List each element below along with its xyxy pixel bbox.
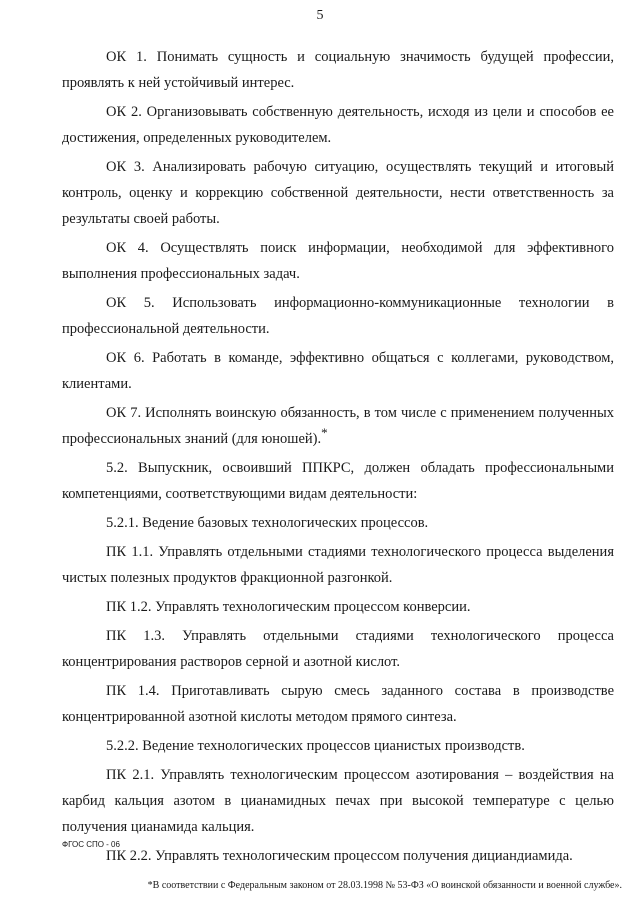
paragraph-ok-2: ОК 2. Организовывать собственную деятельность, исходя из цели и способов ее достижения, определенных руководителем. xyxy=(62,104,614,146)
paragraph-pk-1-1: ПК 1.1. Управлять отдельными стадиями технологического процесса выделения чистых полезных продуктов фракционной разгонкой. xyxy=(62,544,614,586)
paragraph-5-2-1: 5.2.1. Ведение базовых технологических процессов. xyxy=(106,515,429,531)
paragraph-pk-1-3: ПК 1.3. Управлять отдельными стадиями технологического процесса концентрирования растворов серной и азотной кислот. xyxy=(62,628,614,670)
paragraph-ok-7 xyxy=(62,400,614,452)
paragraph-pk-2-2: ПК 2.2. Управлять технологическим процессом получения дициандиамида. xyxy=(106,848,573,864)
page-number: 5 xyxy=(316,8,324,23)
paragraph-pk-1-4: ПК 1.4. Приготавливать сырую смесь заданного состава в производстве концентрированной азотной кислоты методом прямого синтеза. xyxy=(62,683,614,725)
document-body xyxy=(62,44,614,869)
paragraph-ok-4: ОК 4. Осуществлять поиск информации, необходимой для эффективного выполнения профессиональных задач. xyxy=(62,240,614,282)
standard-code: ФГОС СПО - 06 xyxy=(62,840,120,849)
paragraph-pk-1-2: ПК 1.2. Управлять технологическим процессом конверсии. xyxy=(106,599,471,615)
paragraph-ok-6: ОК 6. Работать в команде, эффективно общаться с коллегами, руководством, клиентами. xyxy=(62,350,614,392)
paragraph-5-2: 5.2. Выпускник, освоивший ППКРС, должен обладать профессиональными компетенциями, соответствующими видам деятельности: xyxy=(62,460,614,502)
paragraph-ok-5: ОК 5. Использовать информационно-коммуникационные технологии в профессиональной деятельности. xyxy=(62,295,614,337)
paragraph-ok-3: ОК 3. Анализировать рабочую ситуацию, осуществлять текущий и итоговый контроль, оценку и коррекцию собственной деятельности, нести ответственность за результаты своей работы. xyxy=(62,159,614,227)
paragraph-ok-7-text: ОК 7. Исполнять воинскую обязанность, в том числе с применением полученных профессиональных знаний (для юношей). xyxy=(62,405,614,447)
paragraph-ok-1: ОК 1. Понимать сущность и социальную значимость будущей профессии, проявлять к ней устойчивый интерес. xyxy=(62,49,614,91)
footnote: *В соответствии с Федеральным законом от 28.03.1998 № 53-ФЗ «О воинской обязанности и военной службе». xyxy=(147,880,622,891)
footnote-mark: * xyxy=(321,425,328,441)
paragraph-pk-2-1: ПК 2.1. Управлять технологическим процессом азотирования – воздействия на карбид кальция азотом в цианамидных печах при высокой температуре с целью получения цианамида кальция. xyxy=(62,767,614,835)
paragraph-5-2-2: 5.2.2. Ведение технологических процессов цианистых производств. xyxy=(106,738,525,754)
